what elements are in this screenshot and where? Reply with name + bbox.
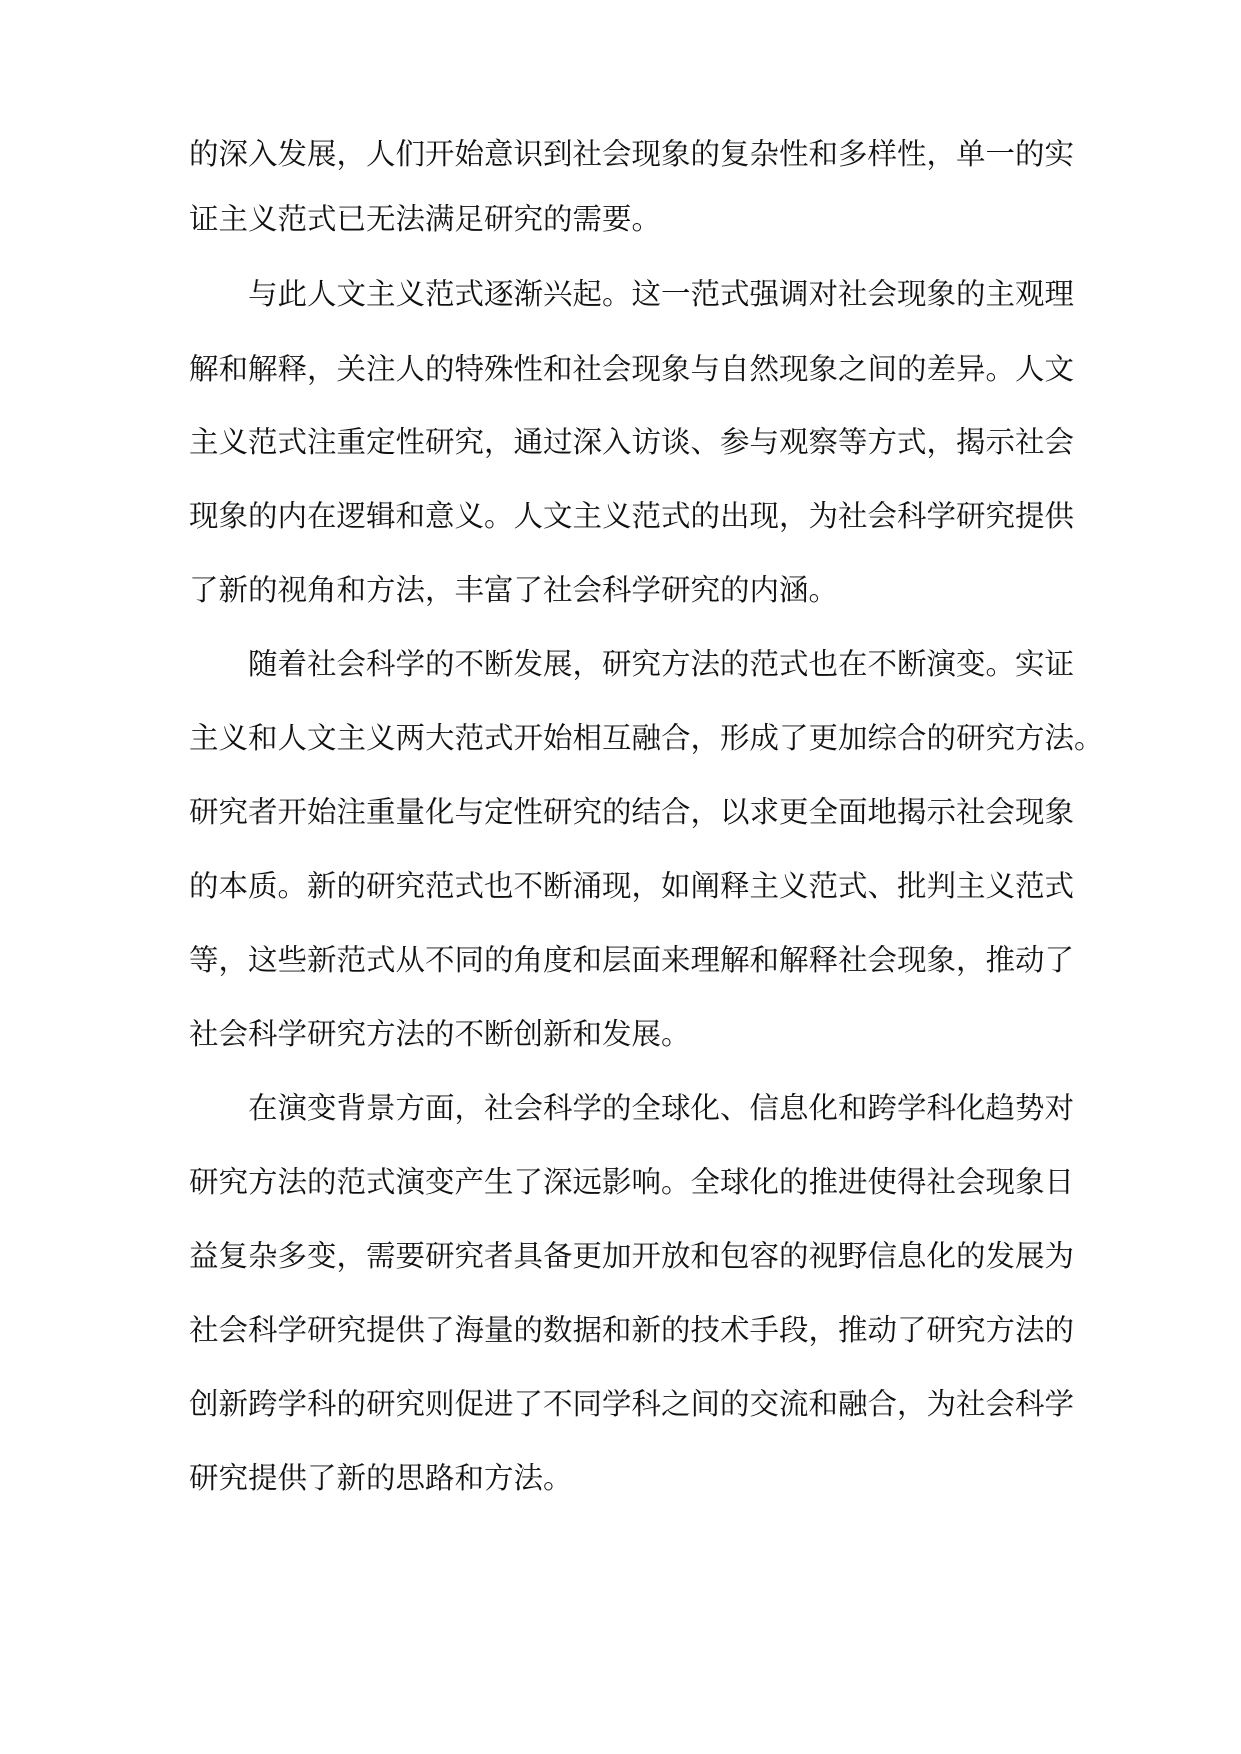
text-line: 创新跨学科的研究则促进了不同学科之间的交流和融合，为社会科学 [189, 1387, 1075, 1421]
text-line: 主义和人文主义两大范式开始相互融合，形成了更加综合的研究方法。 [189, 721, 1104, 755]
text-line: 等，这些新范式从不同的角度和层面来理解和解释社会现象，推动了 [189, 943, 1075, 977]
text-line: 现象的内在逻辑和意义。人文主义范式的出现，为社会科学研究提供 [189, 499, 1075, 533]
text-line: 研究者开始注重量化与定性研究的结合，以求更全面地揭示社会现象 [189, 795, 1075, 829]
text-line: 的深入发展，人们开始意识到社会现象的复杂性和多样性，单一的实 [189, 137, 1075, 171]
text-line: 主义范式注重定性研究，通过深入访谈、参与观察等方式，揭示社会 [189, 425, 1075, 459]
text-line: 研究提供了新的思路和方法。 [189, 1461, 573, 1495]
text-line: 社会科学研究方法的不断创新和发展。 [189, 1017, 691, 1051]
text-line: 的本质。新的研究范式也不断涌现，如阐释主义范式、批判主义范式 [189, 869, 1075, 903]
text-line: 了新的视角和方法，丰富了社会科学研究的内涵。 [189, 573, 839, 607]
text-line: 社会科学研究提供了海量的数据和新的技术手段，推动了研究方法的 [189, 1313, 1075, 1347]
text-line: 随着社会科学的不断发展，研究方法的范式也在不断演变。实证 [248, 647, 1075, 681]
text-line: 益复杂多变，需要研究者具备更加开放和包容的视野信息化的发展为 [189, 1239, 1075, 1273]
text-line: 解和解释，关注人的特殊性和社会现象与自然现象之间的差异。人文 [189, 352, 1075, 386]
text-line: 研究方法的范式演变产生了深远影响。全球化的推进使得社会现象日 [189, 1165, 1075, 1199]
text-line: 与此人文主义范式逐渐兴起。这一范式强调对社会现象的主观理 [248, 277, 1075, 311]
text-line: 在演变背景方面，社会科学的全球化、信息化和跨学科化趋势对 [248, 1091, 1075, 1125]
text-line: 证主义范式已无法满足研究的需要。 [189, 202, 662, 236]
